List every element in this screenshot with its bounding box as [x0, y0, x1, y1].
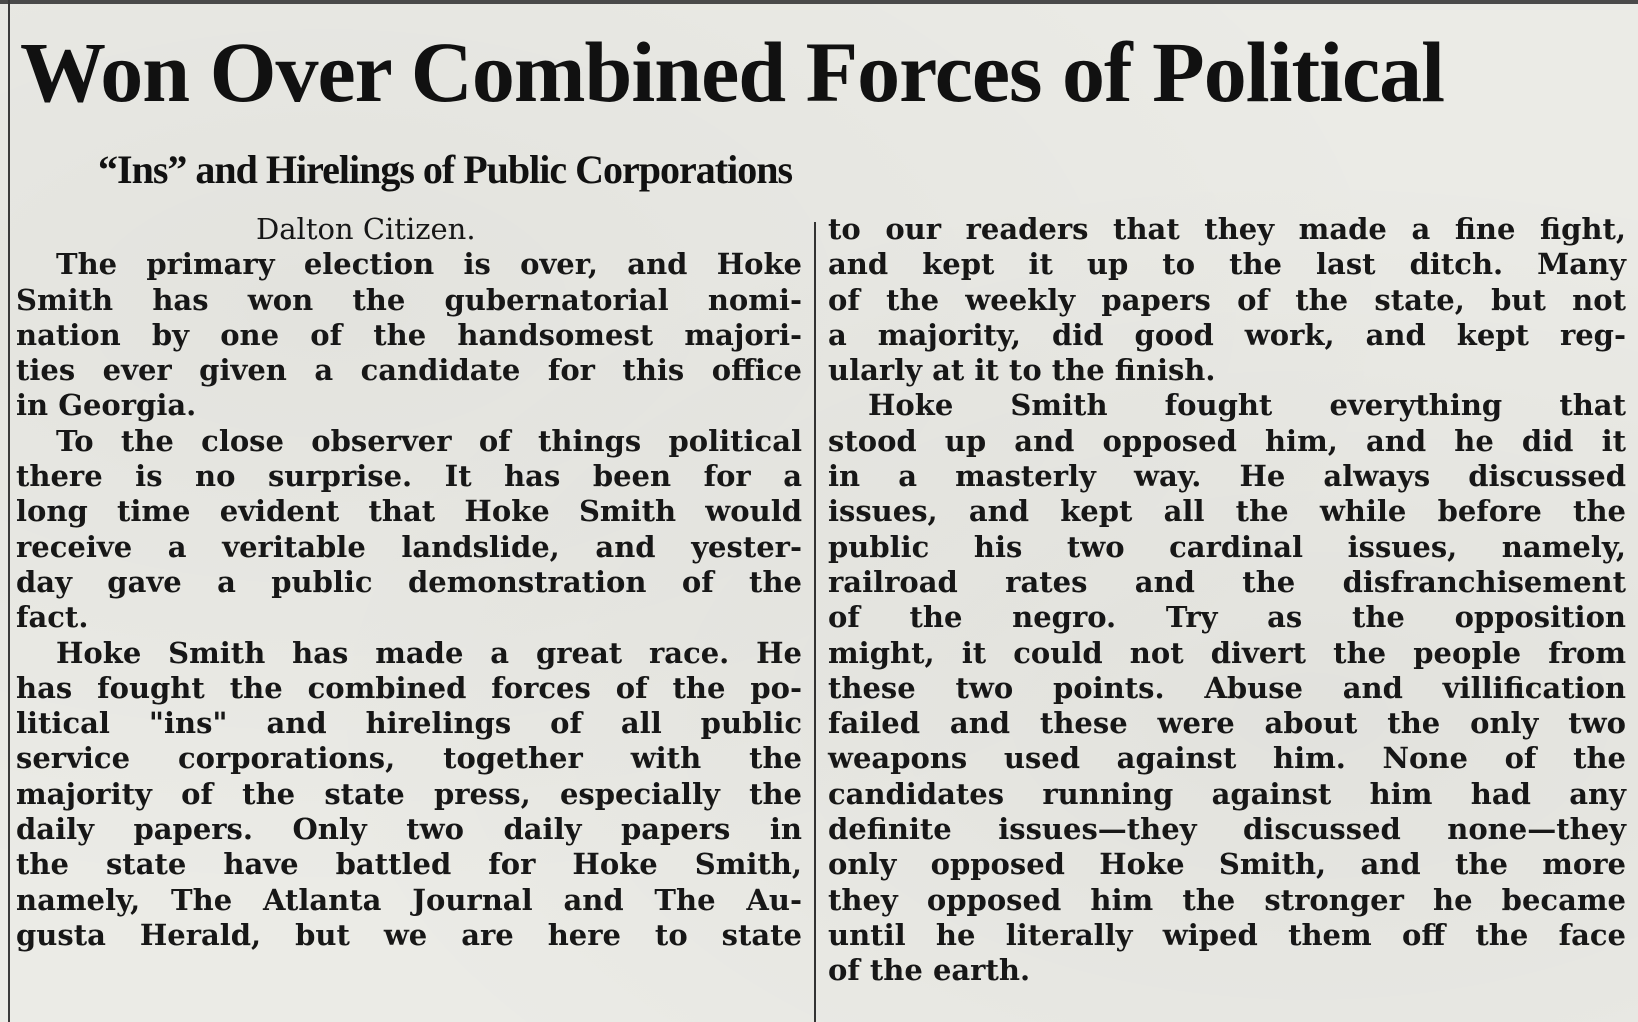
- article-line: The primary election is over, and Hoke: [56, 247, 802, 282]
- article-line: issues, and kept all the while before the: [828, 494, 1626, 529]
- article-line: litical "ins" and hirelings of all public: [16, 706, 802, 741]
- article-line: of the negro. Try as the opposition: [828, 600, 1626, 635]
- article-line: these two points. Abuse and villification: [828, 670, 1626, 705]
- article-line: until he literally wiped them off the face: [828, 917, 1626, 952]
- article-line: might, it could not divert the people from: [828, 635, 1626, 670]
- article-line: fact.: [16, 600, 89, 635]
- article-line: in Georgia.: [16, 388, 197, 423]
- article-line: daily papers. Only two daily papers in: [16, 812, 802, 847]
- article-line: Smith has won the gubernatorial nomi-: [16, 282, 802, 317]
- article-line: failed and these were about the only two: [828, 706, 1626, 741]
- article-left-column: [16, 212, 802, 953]
- article-line: they opposed him the stronger he became: [828, 882, 1626, 917]
- article-line: has fought the combined forces of the po-: [16, 670, 802, 705]
- source-byline: Dalton Citizen.: [256, 212, 476, 246]
- article-line: there is no surprise. It has been for a: [16, 459, 802, 494]
- top-border-rule: [0, 0, 1638, 4]
- article-line: ties ever given a candidate for this office: [16, 353, 802, 388]
- article-line: in a masterly way. He always discussed: [828, 459, 1626, 494]
- article-line: definite issues—they discussed none—they: [828, 812, 1626, 847]
- article-line: receive a veritable landslide, and yester-: [16, 529, 802, 564]
- headline-line-2: “Ins” and Hirelings of Public Corporations: [98, 147, 793, 192]
- article-line: Hoke Smith fought everything that: [868, 388, 1626, 423]
- article-right-column: [828, 212, 1626, 989]
- article-line: a majority, did good work, and kept reg-: [828, 317, 1626, 352]
- article-line: of the earth.: [828, 953, 1031, 988]
- article-line: and kept it up to the last ditch. Many: [828, 247, 1626, 282]
- article-line: to our readers that they made a fine fight,: [828, 212, 1626, 246]
- article-line: long time evident that Hoke Smith would: [16, 494, 802, 529]
- article-line: weapons used against him. None of the: [828, 741, 1626, 776]
- article-line: the state have battled for Hoke Smith,: [16, 847, 802, 882]
- article-line: To the close observer of things political: [56, 423, 802, 458]
- article-line: gusta Herald, but we are here to state: [16, 917, 802, 952]
- article-line: stood up and opposed him, and he did it: [828, 423, 1626, 458]
- article-line: public his two cardinal issues, namely,: [828, 529, 1626, 564]
- article-line: namely, The Atlanta Journal and The Au-: [16, 882, 802, 917]
- left-border-rule: [8, 0, 10, 1022]
- article-line: only opposed Hoke Smith, and the more: [828, 847, 1626, 882]
- article-line: day gave a public demonstration of the: [16, 564, 802, 599]
- article-line: nation by one of the handsomest majori-: [16, 317, 802, 352]
- article-line: candidates running against him had any: [828, 776, 1626, 811]
- article-line: railroad rates and the disfranchisement: [828, 564, 1626, 599]
- article-line: Hoke Smith has made a great race. He: [56, 635, 802, 670]
- column-divider: [814, 222, 816, 1022]
- article-line: majority of the state press, especially the: [16, 776, 802, 811]
- article-line: of the weekly papers of the state, but not: [828, 282, 1626, 317]
- article-line: service corporations, together with the: [16, 741, 802, 776]
- headline-line-1: Won Over Combined Forces of Political: [20, 24, 1445, 120]
- article-line: ularly at it to the finish.: [828, 353, 1216, 388]
